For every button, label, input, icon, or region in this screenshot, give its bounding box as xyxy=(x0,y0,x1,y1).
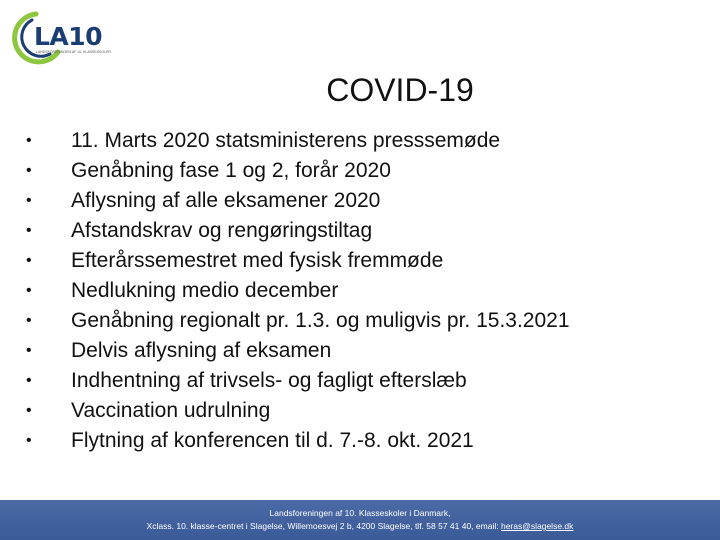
logo-subtitle: LANDSFORENINGEN AF 10. KLASSESKOLER xyxy=(36,50,111,54)
bullet-dot-icon: • xyxy=(26,222,32,239)
bullet-dot-icon: • xyxy=(26,372,32,389)
bullet-text: Delvis aflysning af eksamen xyxy=(71,339,332,362)
bullet-text: Aflysning af alle eksamener 2020 xyxy=(71,189,381,212)
bullet-text: Vaccination udrulning xyxy=(71,399,271,422)
logo-text: LA10 xyxy=(34,22,103,51)
bullet-text: Afstandskrav og rengøringstiltag xyxy=(71,219,373,242)
bullet-dot-icon: • xyxy=(26,192,32,209)
bullet-text: Efterårssemestret med fysisk fremmøde xyxy=(71,249,444,272)
footer-line-1: Landsforeningen af 10. Klasseskoler i Danmark, xyxy=(269,508,451,518)
bullet-text: Flytning af konferencen til d. 7.-8. okt. 2021 xyxy=(71,429,474,452)
footer-bar xyxy=(0,500,720,540)
footer-line-2 xyxy=(0,520,720,533)
bullet-dot-icon: • xyxy=(26,132,32,149)
footer-address: Xclass. 10. klasse-centret i Slagelse, Willemoesvej 2 b, 4200 Slagelse, tlf. 58 57 41 40, email: xyxy=(146,521,499,531)
slide-title: COVID-19 xyxy=(326,72,474,108)
bullet-dot-icon: • xyxy=(26,432,32,449)
bullet-text: Nedlukning medio december xyxy=(71,279,339,302)
bullet-dot-icon: • xyxy=(26,342,32,359)
bullet-dot-icon: • xyxy=(26,252,32,269)
bullet-text: Genåbning regionalt pr. 1.3. og muligvis pr. 15.3.2021 xyxy=(71,309,570,332)
la10-logo xyxy=(6,8,111,68)
footer-email-link[interactable]: heras@slagelse.dk xyxy=(500,521,574,531)
bullet-dot-icon: • xyxy=(26,312,32,329)
bullet-text: Indhentning af trivsels- og fagligt efterslæb xyxy=(71,369,467,392)
bullet-text: 11. Marts 2020 statsministerens presssemøde xyxy=(71,129,501,152)
bullet-dot-icon: • xyxy=(26,282,32,299)
bullet-dot-icon: • xyxy=(26,162,32,179)
bullet-text: Genåbning fase 1 og 2, forår 2020 xyxy=(71,159,391,182)
bullet-dot-icon: • xyxy=(26,402,32,419)
